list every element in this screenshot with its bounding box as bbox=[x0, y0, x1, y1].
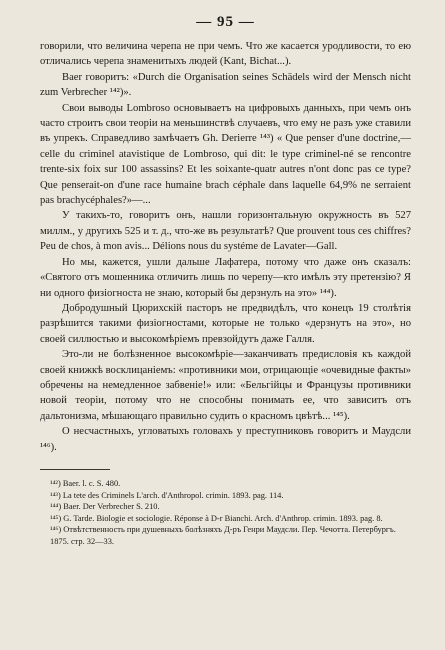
page-number: — 95 — bbox=[196, 14, 255, 30]
footnote-142: ¹⁴²) Baer. l. c. S. 480. bbox=[50, 478, 121, 488]
paragraph-1: говорили, что величина черепа не при чемъ. Что же касается уродливости, то ею отличались черепа знаменитыхъ людей (Kant, Bichat...). bbox=[40, 41, 411, 68]
footnote-143: ¹⁴³) La tete des Criminels L'arch. d'Anthropol. crimin. 1893. pag. 114. bbox=[50, 490, 284, 500]
paragraph-3: Свои выводы Lombroso основываетъ на цифровыхъ данныхъ, при чемъ онъ часто строитъ свои теоріи на меньшинствѣ случаевъ, что ему не разъ уже ставили въ упрекъ. Справедливо замѣчаетъ Gh. Derierre ¹⁴³) « Que penser d'une doctrine,—celle du criminel atavistique de Lombroso, qui dit: le type criminel-né se rencontre trente-six foix sur 100 assassins? Et les soixante-quatr autres n'ont donc pas ce type? Que penserait-on d'une race humaine brach céphale dans laquelle 64,9% ne serraient pas brachycéphales?»—... bbox=[40, 102, 411, 207]
paragraph-7: Это-ли не болѣзненное высокомѣріе—заканчивать предисловія къ каждой своей книжкѣ восклицаніемъ: «противники мои, отрицающіе «очевидные факты» обречены на немедленное забвеніе!» или: «Бельгійцы и Французы противники новой теоріи, потому что не способны понимать ее, что зависитъ отъ дальтонизма, мѣшающаго правильно судить о красномъ цвѣтѣ... ¹⁴⁵). bbox=[40, 349, 411, 422]
paragraph-8: О несчастныхъ, угловатыхъ головахъ у преступниковъ говоритъ и Маудсли ¹⁴⁶). bbox=[40, 426, 411, 453]
footnote-145: ¹⁴⁵) G. Tarde. Biologie et sociologie. Réponse à D-r Bianchi. Arch. d'Anthrop. crimin. 1893. pag. 8. bbox=[50, 513, 383, 523]
footnote-146: ¹⁴⁶) Отвѣтственность при душевныхъ болѣзняхъ Д-ръ Генри Маудсли. Пер. Чечотта. Петербургъ. 1875. стр. 32—33. bbox=[50, 525, 396, 546]
footnote-144: ¹⁴⁴) Baer. Der Verbrecher S. 210. bbox=[50, 502, 160, 512]
paragraph-6: Добродушный Цюрихскій пасторъ не предвидѣлъ, что конецъ 19 столѣтія разрѣшится такими физіогностами, которые не только «дерзнутъ на это», но своей силлюстью и высокомѣріемъ превзойдутъ даже Галля. bbox=[40, 302, 411, 345]
paragraph-2: Baer говоритъ: «Durch die Organisation seines Schädels wird der Mensch nicht zum Verbrecher ¹⁴²)». bbox=[40, 71, 411, 99]
footnotes bbox=[40, 478, 411, 548]
body-text bbox=[40, 39, 411, 455]
paragraph-5: Но мы, кажется, ушли дальше Лафатера, потому что даже онъ сказалъ: «Святого отъ мошенника отличить лишь по черепу—кто имѣлъ эту претензію? Я ни одного физіогноста не знаю, который бы дерзнулъ на это» ¹⁴⁴). bbox=[40, 256, 411, 299]
footnote-divider bbox=[40, 469, 110, 470]
paragraph-4: У такихъ-то, говоритъ онъ, нашли горизонтальную окружность въ 527 миллм., у другихъ 525 и т. д., что-же въ результатѣ? Que prouvent tous ces chiffres? Peu de chos, à mon avis... Délions nous du systéme de Lavater—Gall. bbox=[40, 210, 411, 253]
